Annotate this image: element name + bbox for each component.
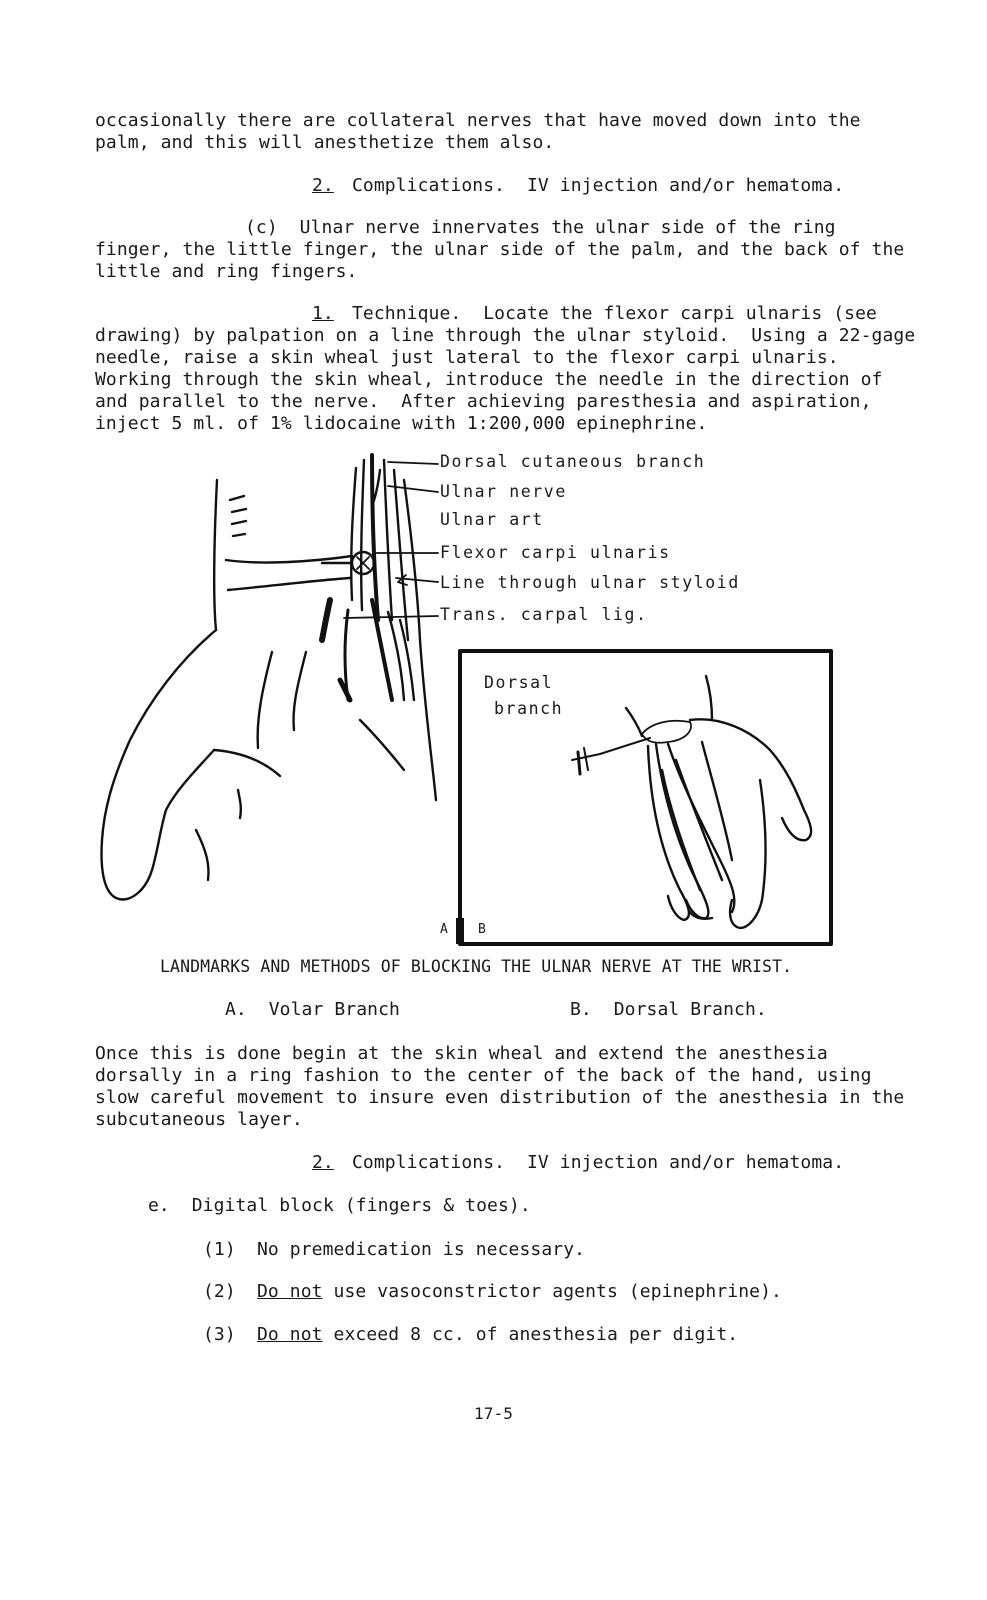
technique-line-1: Technique. Locate the flexor carpi ulnaris (see (352, 303, 877, 324)
dorsal-hand-drawing (572, 676, 811, 928)
complications-text: Complications. IV injection and/or hematoma. (352, 175, 845, 196)
digital-item-2-body: use vasoconstrictor agents (epinephrine). (322, 1281, 782, 1302)
dorsal-inset-frame (460, 651, 831, 944)
technique-line-6: inject 5 ml. of 1% lidocaine with 1:200,000 epinephrine. (95, 413, 708, 434)
digital-item-1-body: No premedication is necessary. (257, 1239, 586, 1260)
digital-item-3-text (257, 1324, 738, 1347)
after-figure-line-2: dorsally in a ring fashion to the center of the back of the hand, using (95, 1065, 872, 1086)
panel-label-a: A (440, 922, 448, 937)
digital-block-heading: e. Digital block (fingers & toes). (148, 1195, 531, 1216)
intro-line-2: palm, and this will anesthetize them also. (95, 132, 555, 153)
page-number: 17-5 (474, 1404, 513, 1423)
technique-number-text: 1. (312, 303, 334, 324)
panel-label-b: B (478, 922, 486, 937)
label-ulnar-art: Ulnar art (440, 510, 544, 529)
digital-item-2-text (257, 1281, 782, 1304)
intro-line-1: occasionally there are collateral nerves that have moved down into the (95, 110, 861, 131)
digital-item-2-number: (2) (203, 1281, 236, 1302)
technique-line-2: drawing) by palpation on a line through the ulnar styloid. Using a 22-gage (95, 325, 916, 346)
label-line-through-ulnar-styloid: Line through ulnar styloid (440, 573, 740, 592)
label-trans-carpal-lig: Trans. carpal lig. (440, 605, 648, 624)
complications-2-number (312, 1152, 334, 1175)
digital-item-3-body: exceed 8 cc. of anesthesia per digit. (322, 1324, 739, 1345)
digital-item-3-underlined: Do not (257, 1324, 323, 1345)
label-dorsal-cutaneous-branch: Dorsal cutaneous branch (440, 452, 706, 471)
complications-number-text: 2. (312, 175, 334, 196)
label-flexor-carpi-ulnaris: Flexor carpi ulnaris (440, 543, 671, 562)
after-figure-line-1: Once this is done begin at the skin wheal and extend the anesthesia (95, 1043, 828, 1064)
figure-subcaption-b: B. Dorsal Branch. (570, 999, 767, 1020)
figure-caption: LANDMARKS AND METHODS OF BLOCKING THE ULNAR NERVE AT THE WRIST. (160, 957, 793, 976)
digital-item-3-number: (3) (203, 1324, 236, 1345)
technique-line-4: Working through the skin wheal, introduce the needle in the direction of (95, 369, 883, 390)
panel-divider (456, 918, 464, 944)
label-ulnar-nerve: Ulnar nerve (440, 482, 567, 501)
label-dorsal-branch-line-1: Dorsal (484, 673, 554, 692)
digital-item-1-text (257, 1239, 585, 1262)
complications-2-text: Complications. IV injection and/or hematoma. (352, 1152, 845, 1173)
label-dorsal-branch-line-2: branch (494, 699, 564, 718)
complications-2-number-text: 2. (312, 1152, 334, 1173)
technique-line-5: and parallel to the nerve. After achieving paresthesia and aspiration, (95, 391, 872, 412)
volar-hand-drawing (102, 455, 436, 899)
digital-item-2-underlined: Do not (257, 1281, 323, 1302)
technique-line-3: needle, raise a skin wheal just lateral to the flexor carpi ulnaris. (95, 347, 839, 368)
digital-item-1-number: (1) (203, 1239, 236, 1260)
after-figure-line-4: subcutaneous layer. (95, 1109, 303, 1130)
after-figure-line-3: slow careful movement to insure even distribution of the anesthesia in the (95, 1087, 905, 1108)
figure-subcaption-a: A. Volar Branch (225, 999, 400, 1020)
ulnar-line-2: finger, the little finger, the ulnar side of the palm, and the back of the (95, 239, 905, 260)
ulnar-line-3: little and ring fingers. (95, 261, 358, 282)
ulnar-line-1: (c) Ulnar nerve innervates the ulnar side of the ring (245, 217, 836, 238)
